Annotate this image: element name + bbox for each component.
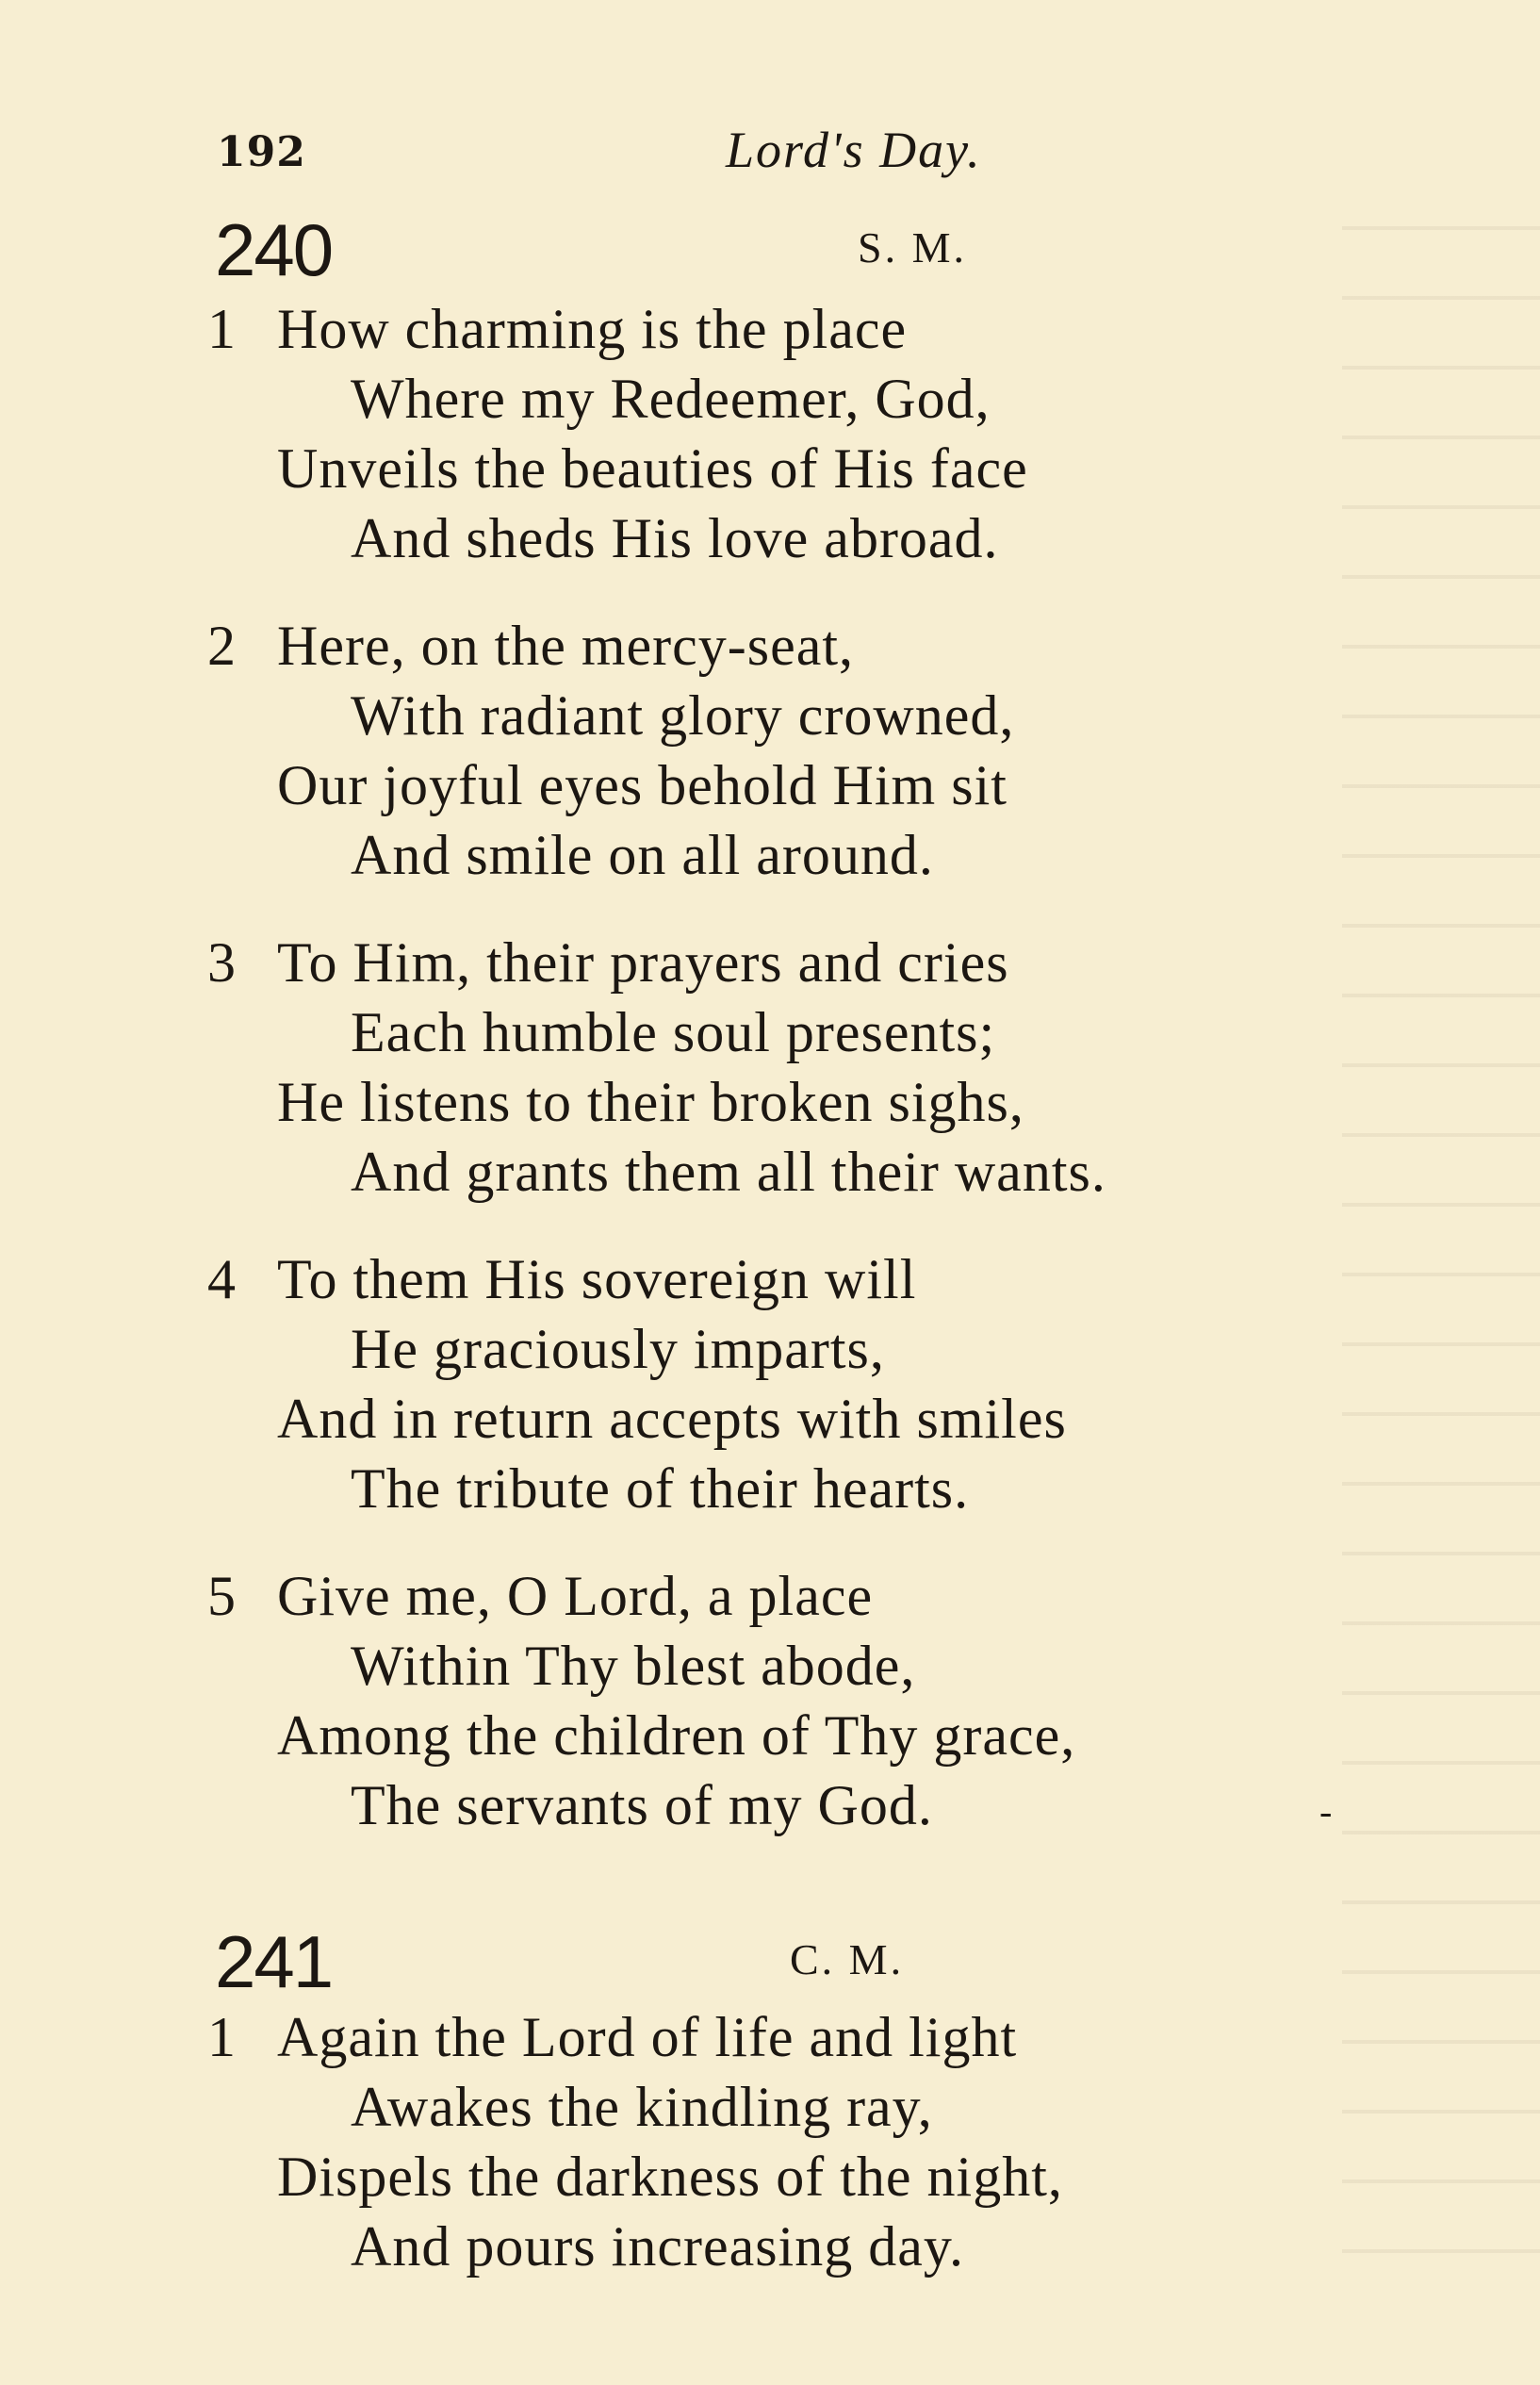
stanza-number: 1 bbox=[207, 2006, 237, 2068]
stanza-line: Where my Redeemer, God, bbox=[351, 368, 991, 430]
stanza-number: 1 bbox=[207, 298, 237, 360]
stanza-line: 5 Give me, O Lord, a place bbox=[207, 1561, 1357, 1631]
show-through-texture bbox=[1342, 189, 1540, 2262]
stanza-line: With radiant glory crowned, bbox=[351, 684, 1015, 747]
margin-mark: - bbox=[1319, 1790, 1333, 1833]
stanza-4 bbox=[207, 1244, 1357, 1523]
stanza-3 bbox=[207, 928, 1357, 1207]
stanza-5 bbox=[207, 1561, 1357, 1840]
stanza-line: Dispels the darkness of the night, bbox=[277, 2146, 1063, 2208]
stanza-line: The servants of my God. bbox=[351, 1774, 933, 1836]
stanza-1 bbox=[207, 294, 1357, 573]
hymn-number: 240 bbox=[215, 208, 333, 291]
hymn-heading bbox=[207, 208, 1357, 294]
page-header bbox=[217, 121, 1065, 177]
stanza-line: And in return accepts with smiles bbox=[277, 1388, 1067, 1450]
stanza-line: And grants them all their wants. bbox=[351, 1141, 1106, 1203]
hymn-meter: S. M. bbox=[858, 223, 967, 271]
stanza-line: 2 Here, on the mercy-seat, bbox=[207, 611, 1357, 681]
stanza-line: And pours increasing day. bbox=[351, 2215, 964, 2278]
hymn-240 bbox=[207, 208, 1357, 1878]
stanza-line: Each humble soul presents; bbox=[351, 1001, 996, 1063]
stanza-line: 4 To them His sovereign will bbox=[207, 1244, 1357, 1314]
stanza-line: 1 How charming is the place bbox=[207, 294, 1357, 364]
stanza-line: Within Thy blest abode, bbox=[351, 1635, 916, 1697]
stanza-1 bbox=[207, 2002, 1357, 2281]
page-number: 192 bbox=[217, 128, 306, 176]
stanza-line: 1 Again the Lord of life and light bbox=[207, 2002, 1357, 2072]
stanza-line: Unveils the beauties of His face bbox=[277, 437, 1028, 500]
stanza-line: He graciously imparts, bbox=[351, 1318, 885, 1380]
running-title: Lord's Day. bbox=[726, 122, 982, 178]
stanza-line: And smile on all around. bbox=[351, 824, 934, 886]
stanza-line: Awakes the kindling ray, bbox=[351, 2076, 933, 2138]
hymn-241 bbox=[207, 1920, 1357, 2319]
stanza-line: Among the children of Thy grace, bbox=[277, 1704, 1076, 1767]
stanza-number: 5 bbox=[207, 1565, 237, 1627]
stanza-line: Our joyful eyes behold Him sit bbox=[277, 754, 1008, 816]
stanza-line: The tribute of their hearts. bbox=[351, 1457, 970, 1520]
stanza-number: 4 bbox=[207, 1248, 237, 1310]
stanza-number: 3 bbox=[207, 931, 237, 994]
stanza-line: 3 To Him, their prayers and cries bbox=[207, 928, 1357, 997]
stanza-line: And sheds His love abroad. bbox=[351, 507, 999, 569]
hymn-number: 241 bbox=[215, 1920, 333, 2003]
stanza-line: He listens to their broken sighs, bbox=[277, 1071, 1024, 1133]
stanza-2 bbox=[207, 611, 1357, 890]
hymn-meter: C. M. bbox=[790, 1935, 905, 1983]
hymn-heading bbox=[207, 1920, 1357, 2003]
stanza-number: 2 bbox=[207, 615, 237, 677]
